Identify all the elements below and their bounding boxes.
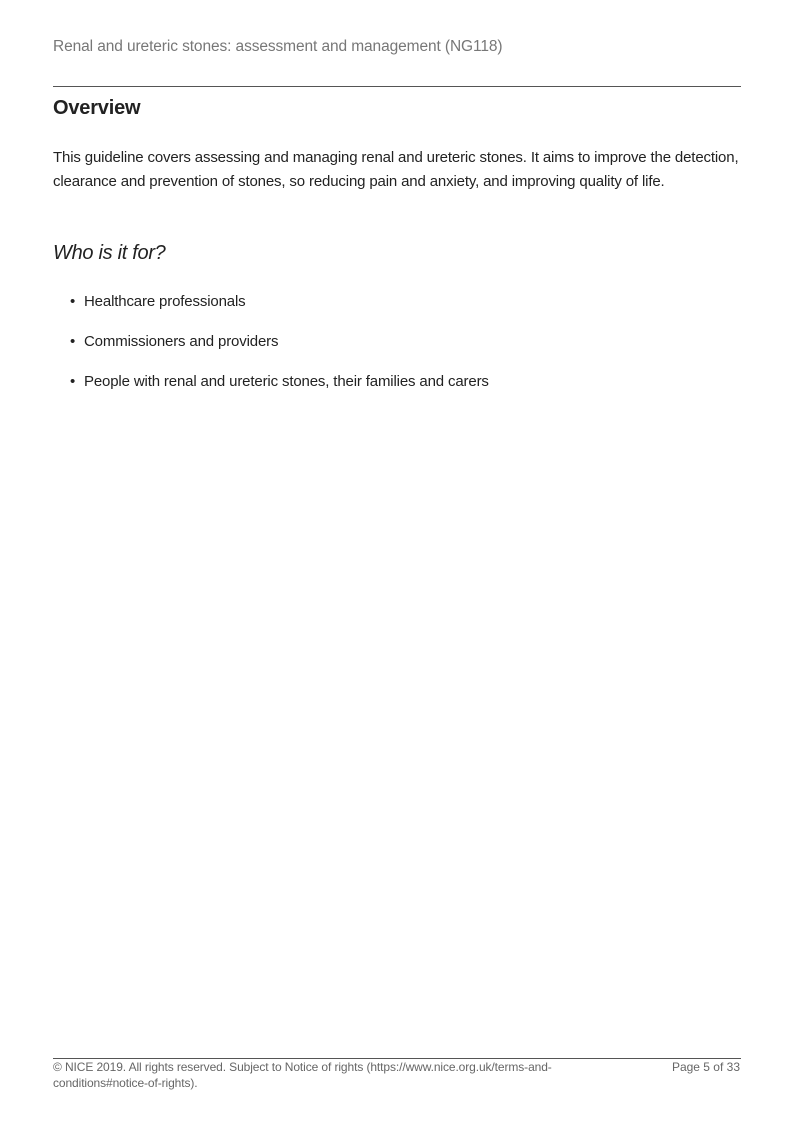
list-item-text: Healthcare professionals (84, 293, 246, 310)
overview-paragraph: This guideline covers assessing and managing renal and ureteric stones. It aims to improve the detection, clearance and prevention of stones, so reducing pain and anxiety, and improving quality of life. (53, 149, 739, 190)
list-item (70, 331, 489, 371)
header-divider (53, 86, 741, 87)
list-item-text: People with renal and ureteric stones, their families and carers (84, 373, 489, 390)
list-item (70, 371, 489, 411)
running-header: Renal and ureteric stones: assessment and management (NG118) (53, 38, 503, 55)
bullet-icon: • (70, 373, 76, 390)
page-title: Overview (53, 97, 141, 119)
footer-copyright: © NICE 2019. All rights reserved. Subject to Notice of rights (https://www.nice.org.uk/terms-and-conditions#notice-of-rights). (53, 1060, 552, 1090)
list-item (70, 291, 489, 331)
audience-list (70, 291, 489, 411)
list-item-text: Commissioners and providers (84, 333, 279, 350)
bullet-icon: • (70, 293, 76, 310)
bullet-icon: • (70, 333, 76, 350)
who-is-it-for-heading: Who is it for? (53, 242, 166, 264)
page-number: Page 5 of 33 (671, 1060, 740, 1074)
